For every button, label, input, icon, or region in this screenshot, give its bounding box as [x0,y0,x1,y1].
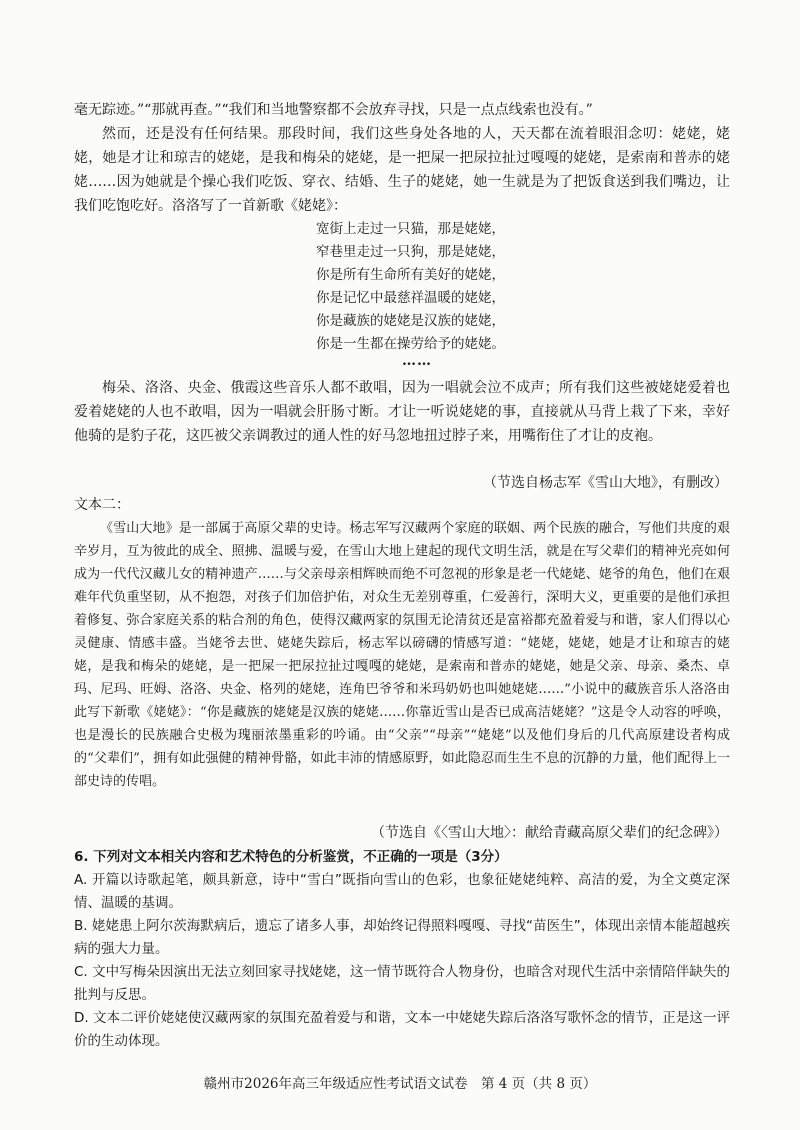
question-6 [74,846,730,1053]
poem-line: 宽街上走过一只猫，那是姥姥， [316,221,505,237]
text2-body [74,517,730,793]
paragraph: 然而，还是没有任何结果。那段时间，我们这些身处各地的人，天天都在流着眼泪念叨：姥姥，姥姥，她是才让和琼吉的姥姥，是我和梅朵的姥姥，是一把屎一把尿拉扯过嘎嘎的姥姥，是索南和普赤的姥姥……因为她就是个操心我们吃饭、穿衣、结婚、生子的姥姥，她一生就是为了把饭食送到我们嘴边，让我们吃饱吃好。洛洛写了一首新歌《姥姥》： [74,126,730,214]
poem-line: 你是一生都在操劳给予的姥姥。 [316,336,505,352]
poem-ellipsis: …… [402,353,432,369]
option-a: A. 开篇以诗歌起笔，颇具新意，诗中“雪白”既指向雪山的色彩，也象征姥姥纯粹、高洁的爱，为全文奠定深情、温暖的基调。 [74,872,730,911]
text1-source: （节选自杨志军《雪山大地》，有删改） [483,475,728,491]
poem-line: 你是所有生命所有美好的姥姥， [316,267,505,283]
page-footer: 赣州市2026年高三年级适应性考试语文试卷 第 4 页（共 8 页） [203,1076,597,1092]
option-b: B. 姥姥患上阿尔茨海默病后，遗忘了诸多人事，却始终记得照料嘎嘎、寻找“苗医生”，体现出亲情本能超越疾病的强大力量。 [74,918,730,957]
paragraph: 《雪山大地》是一部属于高原父辈的史诗。杨志军写汉藏两个家庭的联姻、两个民族的融合，写他们共度的艰辛岁月，互为彼此的成全、照拂、温暖与爱，在雪山大地上建起的现代文明生活，就是在写父辈们的精神光亮如何成为一代代汉藏儿女的精神遗产……与父亲母亲相辉映而绝不可忽视的形象是老一代姥姥、姥爷的角色，他们在艰难年代负重坚韧，从不抱怨，对孩子们加倍护佑，对众生无差别尊重，仁爱善行，深明大义，更重要的是他们承担着修复、弥合家庭关系的粘合剂的角色，使得汉藏两家的氛围无论清贫还是富裕都充盈着爱与和谐，家人们得以心灵健康、情感丰盛。当姥爷去世、姥姥失踪后，杨志军以磅礴的情感写道：“姥姥，姥姥，她是才让和琼吉的姥姥，是我和梅朵的姥姥，是一把屎一把尿拉扯过嘎嘎的姥姥，是索南和普赤的姥姥，她是父亲、母亲、桑杰、卓玛、尼玛、旺姆、洛洛、央金、格列的姥姥，连角巴爷爷和米玛奶奶也叫她姥姥……”小说中的藏族音乐人洛洛由此写下新歌《姥姥》：“你是藏族的姥姥是汉族的姥姥……你靠近雪山是否已成高洁姥姥？”这是令人动容的呼唤，也是漫长的民族融合史极为瑰丽浓墨重彩的吟诵。由“父亲”“母亲”“姥姥”以及他们身后的几代高原建设者构成的“父辈们”，拥有如此强健的精神骨骼，如此丰沛的情感原野，如此隐忍而生生不息的沉静的力量，他们配得上一部史诗的传唱。 [74,521,730,789]
poem-line: 你是藏族的姥姥是汉族的姥姥， [316,313,505,329]
text2-source: （节选自《〈雪山大地〉：献给青藏高原父辈们的纪念碑》） [371,825,728,841]
text2-label: 文本二： [74,497,130,513]
option-c: C. 文中写梅朵因演出无法立刻回家寻找姥姥，这一情节既符合人物身份，也暗含对现代生活中亲情陪伴缺失的批判与反思。 [74,964,730,1003]
question-title: 6. 下列对文本相关内容和艺术特色的分析鉴赏，不正确的一项是（3分） [74,849,508,865]
poem-line: 窄巷里走过一只狗，那是姥姥， [316,244,505,260]
poem-line: 你是记忆中最慈祥温暖的姥姥， [316,290,505,306]
paragraph: 毫无踪迹。”“那就再查。”“我们和当地警察都不会放弃寻找，只是一点点线索也没有。” [74,102,593,118]
paragraph: 梅朵、洛洛、央金、俄霞这些音乐人都不敢唱，因为一唱就会泣不成声；所有我们这些被姥姥爱着也爱着姥姥的人也不敢唱，因为一唱就会肝肠寸断。才让一听说姥姥的事，直接就从马背上栽了下来，幸好他骑的是豹子花，这匹被父亲调教过的通人性的好马忽地扭过脖子来，用嘴衔住了才让的皮袍。 [74,380,730,444]
poem [316,218,505,356]
text1-continuation [74,98,730,218]
option-d: D. 文本二评价姥姥使汉藏两家的氛围充盈着爱与和谐，文本一中姥姥失踪后洛洛写歌怀念的情节，正是这一评价的生动体现。 [74,1010,730,1049]
text1-final-paragraph [74,376,730,448]
